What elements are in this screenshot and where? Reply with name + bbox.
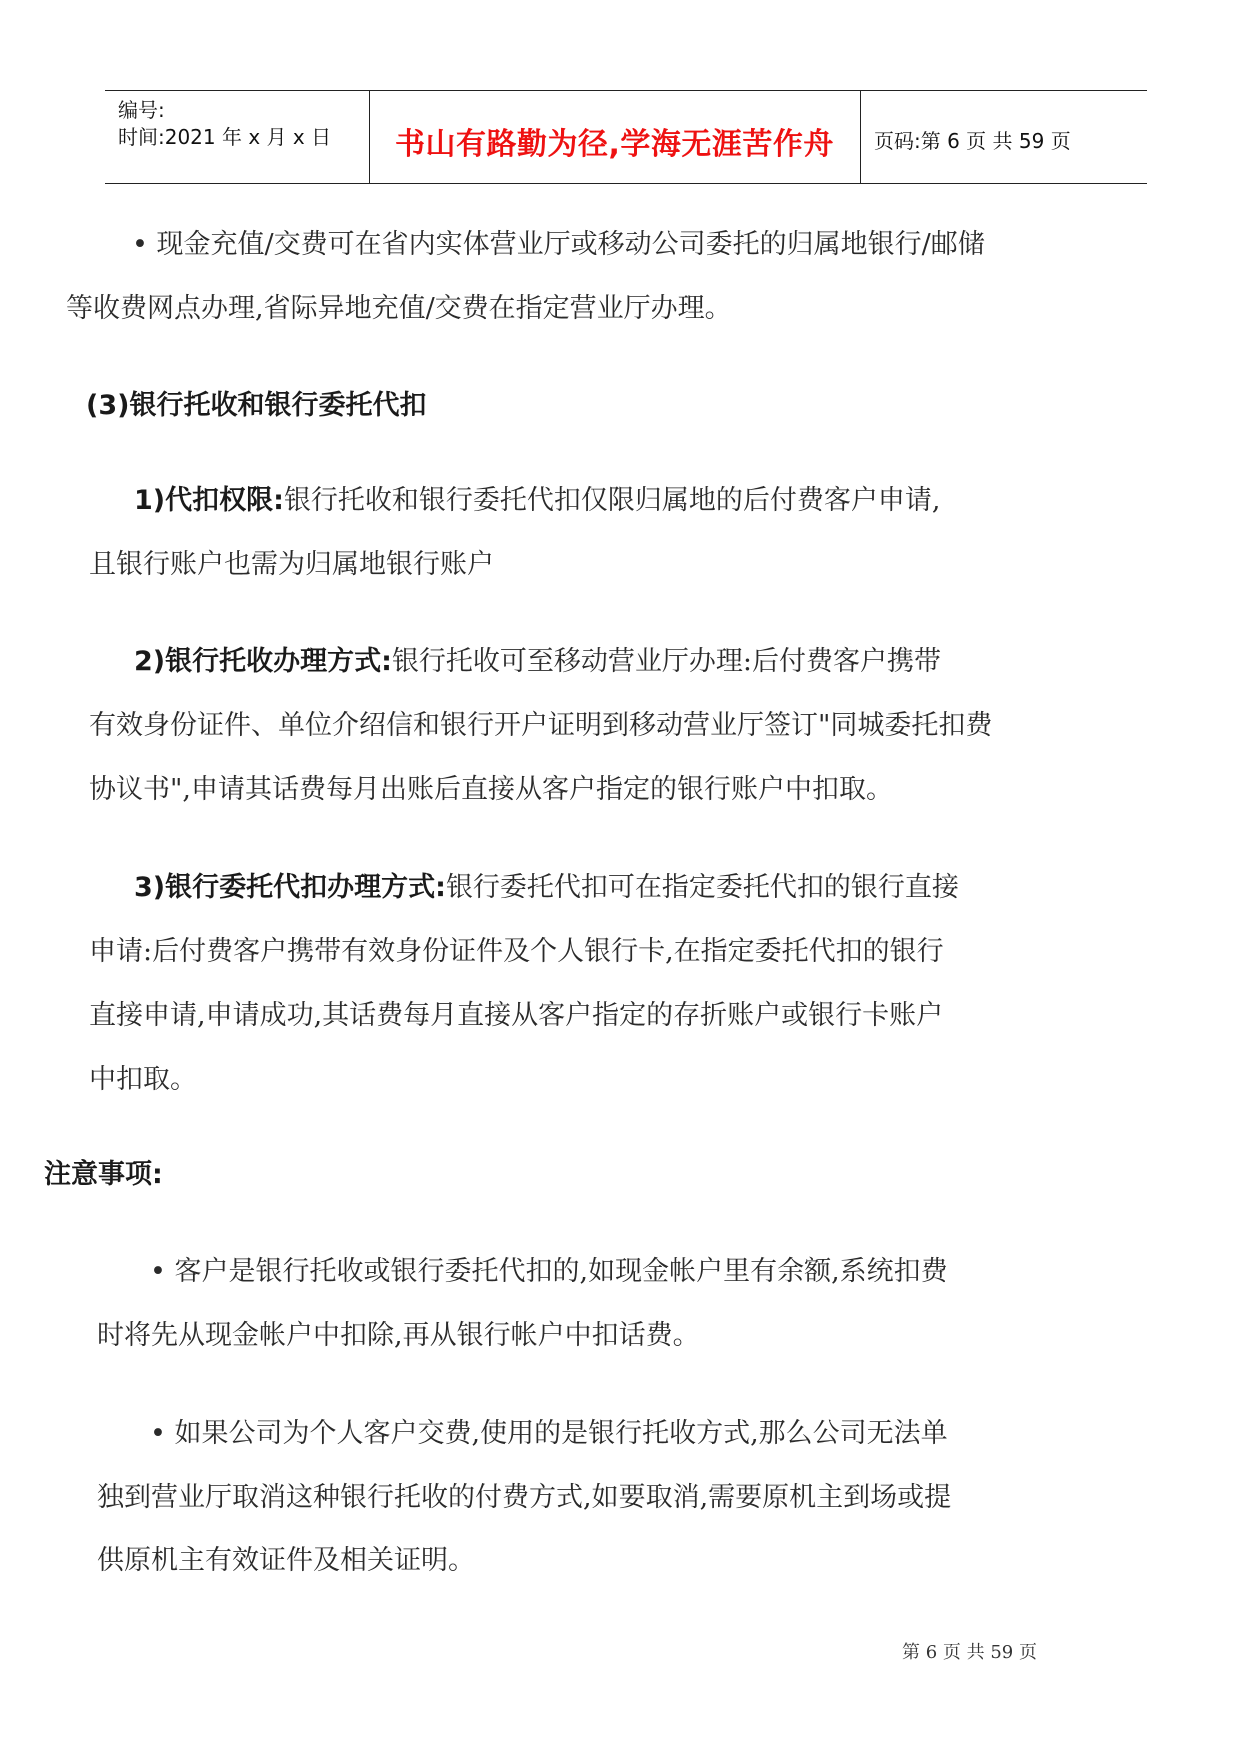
- note-2-line-1: • 如果公司为个人客户交费,使用的是银行托收方式,那么公司无法单: [150, 1418, 948, 1449]
- note-2-line-2: 独到营业厅取消这种银行托收的付费方式,如要取消,需要原机主到场或提: [97, 1482, 952, 1513]
- header-motto: 书山有路勤为径,学海无涯苦作舟: [395, 127, 834, 162]
- item-1-line-2: 且银行账户也需为归属地银行账户: [89, 549, 494, 580]
- note-1-line-2: 时将先从现金帐户中扣除,再从银行帐户中扣话费。: [97, 1320, 700, 1351]
- header-page-label: 页码:第 6 页 共 59 页: [874, 129, 1071, 153]
- item-3-line-4: 中扣取。: [89, 1064, 197, 1095]
- item-1-text: 银行托收和银行委托代扣仅限归属地的后付费客户申请,: [283, 485, 941, 516]
- header-bottom-rule: [105, 183, 1147, 184]
- header-number-label: 编号:: [118, 98, 165, 122]
- item-2-line-2: 有效身份证件、单位介绍信和银行开户证明到移动营业厅签订"同城委托扣费: [89, 710, 993, 741]
- footer-page-number: 第 6 页 共 59 页: [902, 1642, 1037, 1663]
- item-1-line-1: [134, 481, 941, 521]
- note-1-line-1: • 客户是银行托收或银行委托代扣的,如现金帐户里有余额,系统扣费: [150, 1256, 948, 1287]
- header-divider-left: [369, 90, 370, 183]
- header-divider-right: [860, 90, 861, 183]
- item-3-label: 3)银行委托代扣办理方式:: [134, 872, 446, 903]
- item-2-label: 2)银行托收办理方式:: [134, 646, 392, 677]
- item-3-line-1: [134, 868, 959, 908]
- section-3-heading: (3)银行托收和银行委托代扣: [86, 390, 427, 421]
- note-2-line-3: 供原机主有效证件及相关证明。: [97, 1545, 475, 1576]
- item-3-text: 银行委托代扣可在指定委托代扣的银行直接: [445, 872, 959, 903]
- header-time-label: 时间:2021 年 x 月 x 日: [118, 125, 332, 149]
- item-2-text: 银行托收可至移动营业厅办理:后付费客户携带: [391, 646, 942, 677]
- notes-heading: 注意事项:: [44, 1159, 163, 1190]
- item-2-line-3: 协议书",申请其话费每月出账后直接从客户指定的银行账户中扣取。: [89, 774, 894, 805]
- item-3-line-3: 直接申请,申请成功,其话费每月直接从客户指定的存折账户或银行卡账户: [89, 1000, 944, 1031]
- item-2-line-1: [134, 642, 941, 682]
- header-top-rule: [105, 90, 1147, 91]
- item-1-label: 1)代扣权限:: [134, 485, 284, 516]
- item-3-line-2: 申请:后付费客户携带有效身份证件及个人银行卡,在指定委托代扣的银行: [89, 936, 944, 967]
- cash-paragraph-line-1: • 现金充值/交费可在省内实体营业厅或移动公司委托的归属地银行/邮储: [132, 229, 985, 260]
- cash-paragraph-line-2: 等收费网点办理,省际异地充值/交费在指定营业厅办理。: [66, 293, 732, 324]
